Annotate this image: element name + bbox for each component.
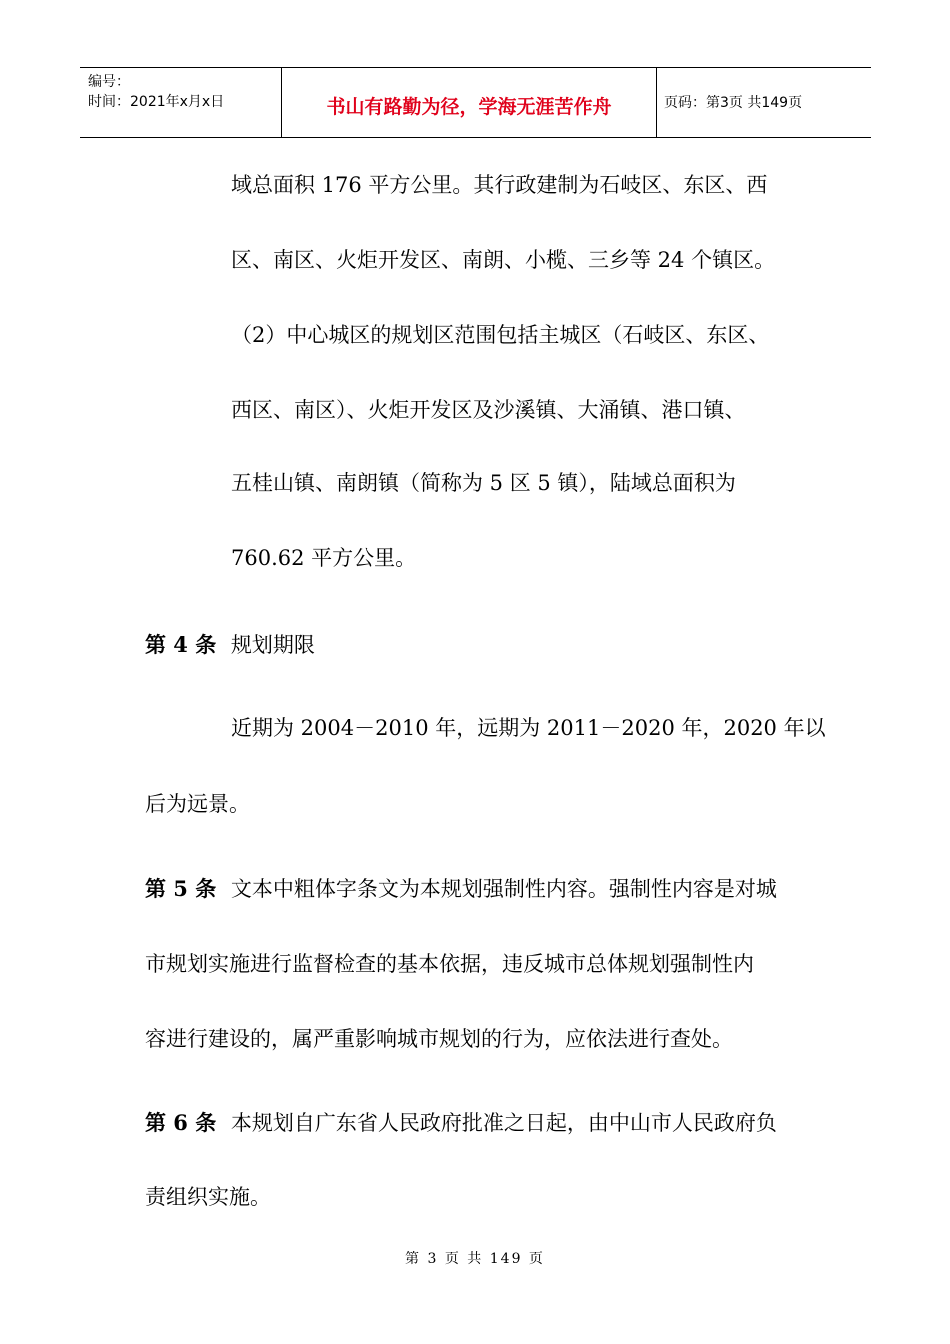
header-info-cell xyxy=(80,68,280,137)
header-motto-cell xyxy=(281,68,657,137)
article-6-line xyxy=(145,1110,777,1136)
document-header xyxy=(80,67,871,138)
paragraph-line: 域总面积 176 平方公里。其行政建制为石岐区、东区、西 xyxy=(231,173,768,197)
article-5-line xyxy=(145,876,777,902)
paragraph-line: 五桂山镇、南朗镇（简称为 5 区 5 镇），陆域总面积为 xyxy=(231,471,736,495)
paragraph-line: 后为远景。 xyxy=(145,792,250,816)
article-text: 本规划自广东省人民政府批准之日起，由中山市人民政府负 xyxy=(230,1111,777,1135)
article-number: 第 5 条 xyxy=(145,876,217,901)
paragraph-line: 近期为 2004－2010 年，远期为 2011－2020 年，2020 年以 xyxy=(231,716,826,740)
header-page-label: 页码：第3页 共149页 xyxy=(664,95,803,111)
page-footer: 第 3 页 共 149 页 xyxy=(405,1251,545,1267)
header-page-cell xyxy=(656,68,871,137)
paragraph-line: （2）中心城区的规划区范围包括主城区（石岐区、东区、 xyxy=(231,323,770,347)
article-text: 文本中粗体字条文为本规划强制性内容。强制性内容是对城 xyxy=(230,877,777,901)
paragraph-line: 市规划实施进行监督检查的基本依据，违反城市总体规划强制性内 xyxy=(145,952,754,976)
motto-text: 书山有路勤为径，学海无涯苦作舟 xyxy=(326,96,612,118)
paragraph-line: 西区、南区）、火炬开发区及沙溪镇、大涌镇、港口镇、 xyxy=(231,398,746,422)
article-number: 第 4 条 xyxy=(145,632,217,657)
paragraph-line: 760.62 平方公里。 xyxy=(231,546,417,570)
article-4-heading xyxy=(145,632,315,658)
paragraph-line: 责组织实施。 xyxy=(145,1185,271,1209)
article-title: 规划期限 xyxy=(230,633,315,657)
number-label: 编号： xyxy=(88,74,130,90)
time-label: 时间：2021年x月x日 xyxy=(88,94,225,110)
paragraph-line: 区、南区、火炬开发区、南朗、小榄、三乡等 24 个镇区。 xyxy=(231,248,776,272)
article-number: 第 6 条 xyxy=(145,1110,217,1135)
paragraph-line: 容进行建设的，属严重影响城市规划的行为，应依法进行查处。 xyxy=(145,1027,733,1051)
